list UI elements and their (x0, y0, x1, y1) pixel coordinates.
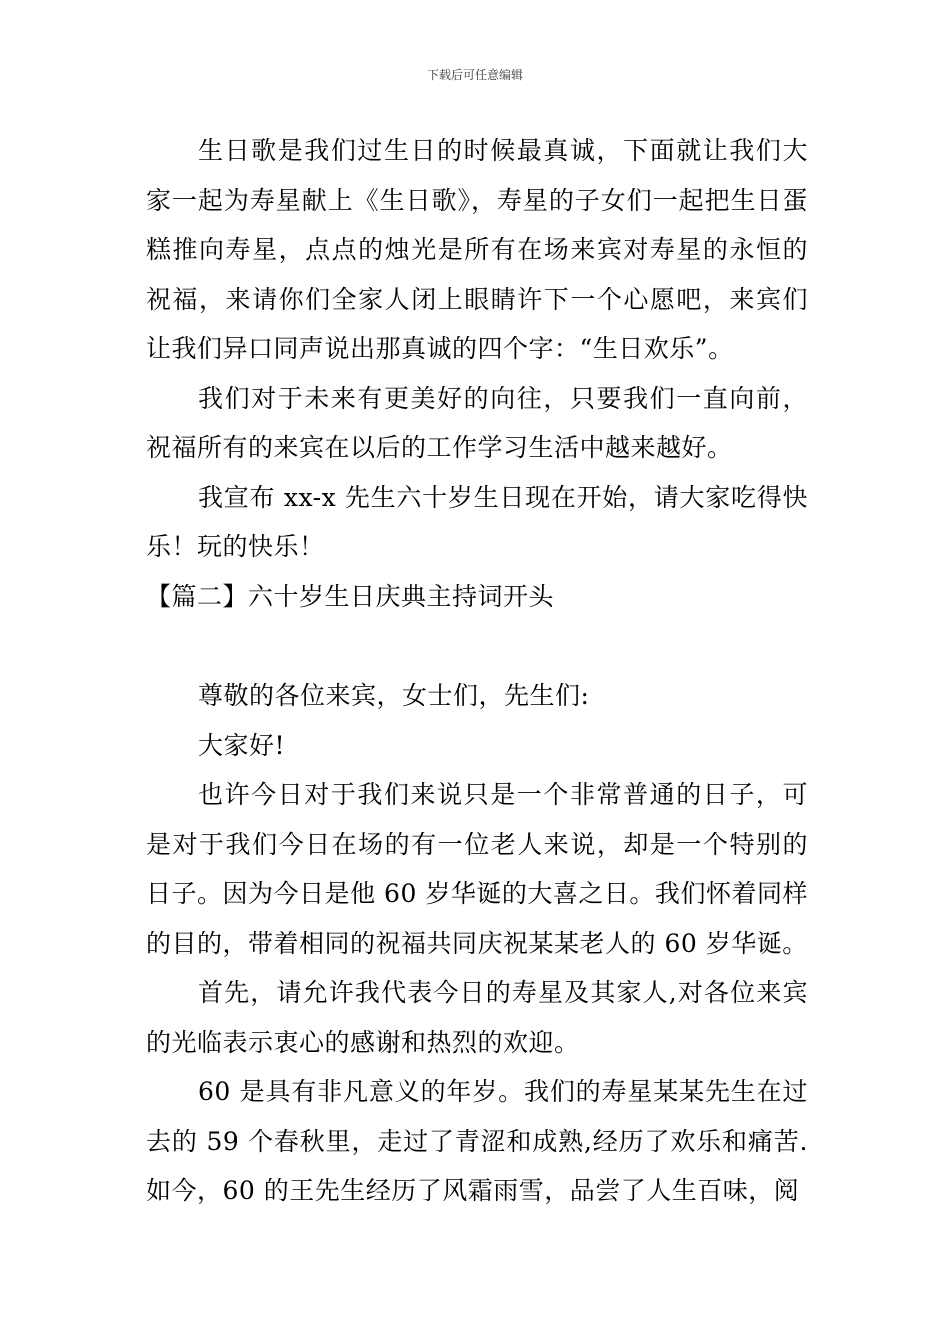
paragraph-thanks: 首先，请允许我代表今日的寿星及其家人,对各位来宾的光临表示衷心的感谢和热烈的欢迎。 (146, 978, 808, 1057)
paragraph-greeting: 尊敬的各位来宾，女士们，先生们: (198, 681, 590, 710)
blank-line (146, 621, 808, 671)
paragraph-birthday-song: 生日歌是我们过生日的时候最真诚，下面就让我们大家一起为寿星献上《生日歌》，寿星的子女们一起把生日蛋糕推向寿星，点点的烛光是所有在场来宾对寿星的永恒的祝福，来请你们全家人闭上眼睛许下一个心愿吧，来宾们让我们异口同声说出那真诚的四个字：“生日欢乐”。 (146, 136, 808, 363)
paragraph-future-wishes: 我们对于未来有更美好的向往，只要我们一直向前，祝福所有的来宾在以后的工作学习生活中越来越好。 (146, 383, 808, 462)
paragraph-special-day: 也许今日对于我们来说只是一个非常普通的日子，可是对于我们今日在场的有一位老人来说，却是一个特别的日子。因为今日是他 60 岁华诞的大喜之日。我们怀着同样的目的，带着相同的祝福共同庆祝某某老人的 60 岁华诞。 (146, 780, 808, 958)
section-heading: 【篇二】六十岁生日庆典主持词开头 (146, 581, 555, 611)
paragraph-announcement: 我宣布 xx-x 先生六十岁生日现在开始，请大家吃得快乐！玩的快乐！ (146, 482, 808, 561)
paragraph-hello: 大家好! (198, 730, 286, 760)
document-body (146, 126, 808, 1216)
paragraph-sixty-years: 60 是具有非凡意义的年岁。我们的寿星某某先生在过去的 59 个春秋里，走过了青涩和成熟,经历了欢乐和痛苦.如今，60 的王先生经历了风霜雨雪，品尝了人生百味，阅 (146, 1077, 808, 1205)
page-header-note: 下载后可任意编辑 (426, 68, 523, 82)
